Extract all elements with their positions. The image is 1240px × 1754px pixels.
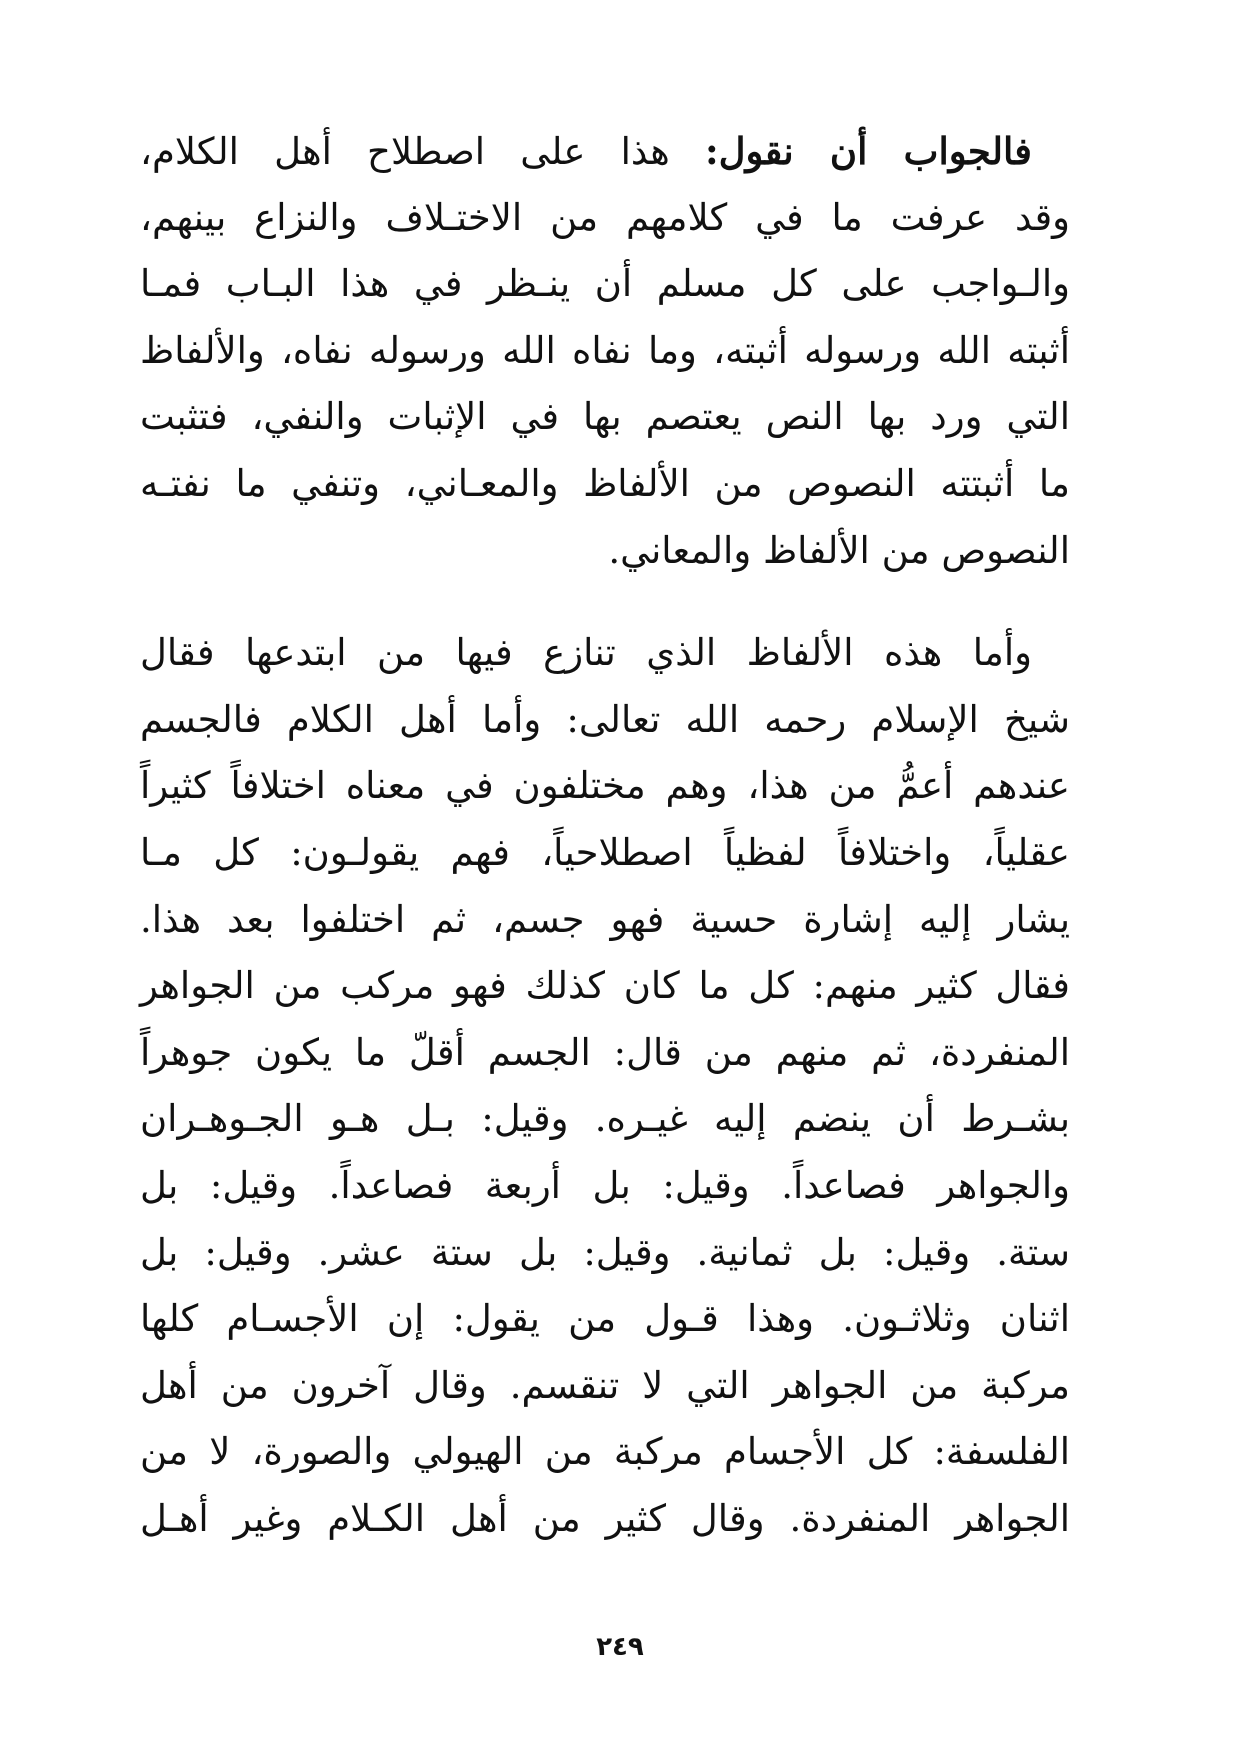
text-line: شيخ الإسلام رحمه الله تعالى: وأما أهل الكلام فالجسم bbox=[140, 697, 1070, 741]
text-line: النصوص من الألفاظ والمعاني. bbox=[608, 528, 1070, 572]
text-line: والجواهر فصاعداً. وقيل: بل أربعة فصاعداً. وقيل: بل bbox=[140, 1163, 1070, 1207]
page-body bbox=[140, 118, 1070, 1678]
paragraph-1 bbox=[140, 118, 1070, 584]
text-line: اثنان وثلاثـون. وهذا قـول من يقول: إن الأجسـام كلها bbox=[140, 1297, 1070, 1341]
text-line: يشار إليه إشارة حسية فهو جسم، ثم اختلفوا بعد هذا. bbox=[140, 897, 1070, 941]
text-line: التي ورد بها النص يعتصم بها في الإثبات والنفي، فتثبت bbox=[140, 395, 1070, 439]
line-text: هذا على اصطلاح أهل الكلام، bbox=[140, 130, 705, 173]
text-line: الفلسفة: كل الأجسام مركبة من الهيولي والصورة، لا من bbox=[140, 1430, 1070, 1474]
text-line: عندهم أعمُّ من هذا، وهم مختلفون في معناه اختلافاً كثيراً bbox=[140, 764, 1070, 808]
paragraph-2 bbox=[140, 620, 1070, 1552]
text-line: وقد عرفت ما في كلامهم من الاختـلاف والنزاع بينهم، bbox=[140, 195, 1070, 239]
text-line: فقال كثير منهم: كل ما كان كذلك فهو مركب من الجواهر bbox=[140, 964, 1070, 1008]
text-line: وأما هذه الألفاظ الذي تنازع فيها من ابتدعها فقال bbox=[140, 631, 1032, 675]
paragraph-spacer bbox=[140, 584, 1070, 620]
text-line: الجواهر المنفردة. وقال كثير من أهل الكـلام وغير أهـل bbox=[140, 1496, 1070, 1540]
text-line: مركبة من الجواهر التي لا تنقسم. وقال آخرون من أهل bbox=[140, 1363, 1070, 1407]
text-line: ما أثبتته النصوص من الألفاظ والمعـاني، وتنفي ما نفتـه bbox=[140, 461, 1070, 505]
text-line bbox=[140, 118, 1070, 185]
text-line: ستة. وقيل: بل ثمانية. وقيل: بل ستة عشر. وقيل: بل bbox=[140, 1230, 1070, 1274]
text-line: والـواجب على كل مسلم أن ينـظر في هذا البـاب فمـا bbox=[140, 262, 1070, 306]
answer-lead: فالجواب أن نقول: bbox=[704, 129, 1032, 173]
text-line: بشـرط أن ينضم إليه غيـره. وقيل: بـل هـو الجـوهـران bbox=[140, 1097, 1070, 1141]
page-number: ٢٤٩ bbox=[596, 1632, 644, 1662]
text-line: المنفردة، ثم منهم من قال: الجسم أقلّ ما يكون جوهراً bbox=[140, 1030, 1070, 1074]
text-line: عقلياً، واختلافاً لفظياً اصطلاحياً، فهم يقولـون: كل مـا bbox=[140, 830, 1070, 874]
text-line: أثبته الله ورسوله أثبته، وما نفاه الله ورسوله نفاه، والألفاظ bbox=[140, 328, 1070, 372]
